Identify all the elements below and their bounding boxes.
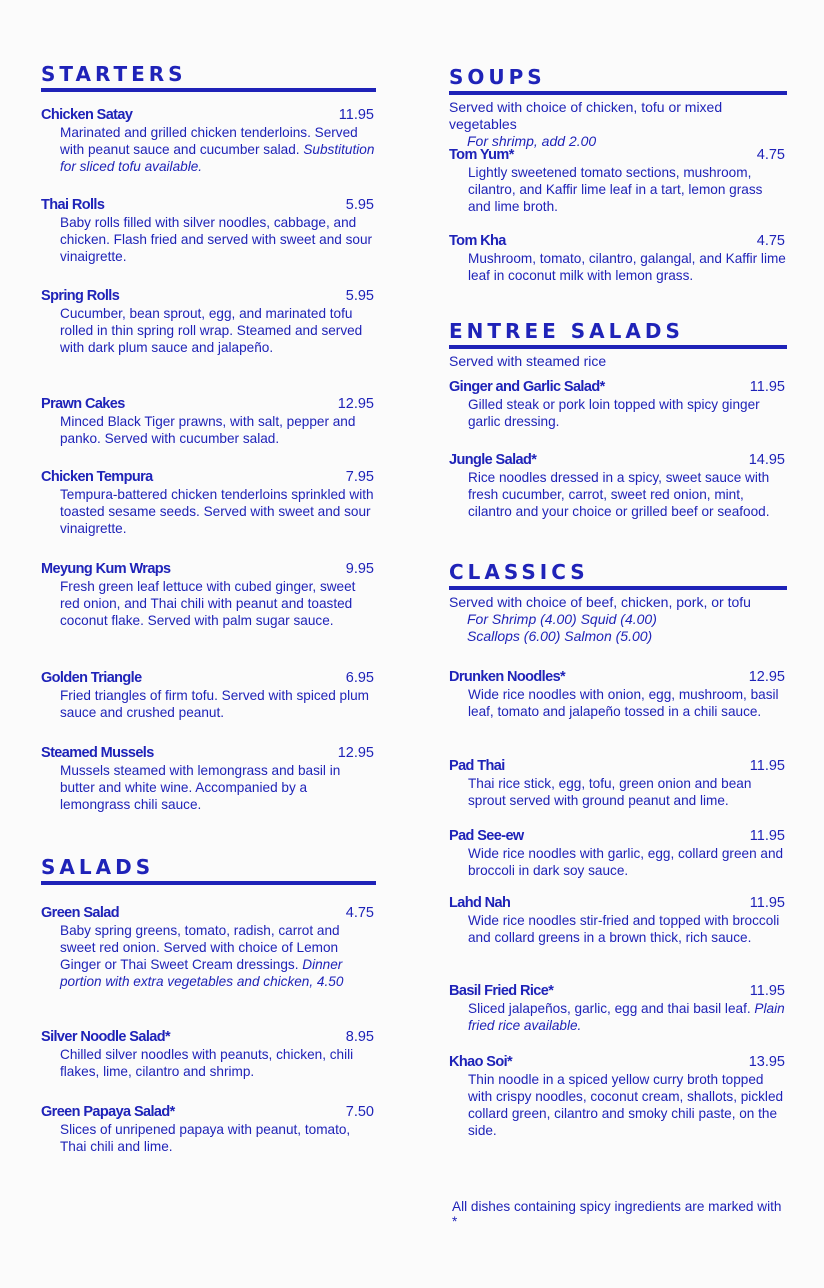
menu-item <box>41 670 376 721</box>
item-price: 11.95 <box>749 379 785 395</box>
salads-section <box>41 855 376 885</box>
item-description-text: Fried triangles of firm tofu. Served with spiced plum sauce and crushed peanut. <box>60 688 370 720</box>
item-name: Chicken Satay <box>41 107 133 123</box>
classics-note <box>449 594 787 645</box>
classics-note-text: Served with choice of beef, chicken, pork, or tofu <box>449 594 751 610</box>
item-name: Tom Yum* <box>449 147 514 163</box>
item-header <box>449 758 787 774</box>
item-description-text: Gilled steak or pork loin topped with spicy ginger garlic dressing. <box>468 397 760 429</box>
item-description <box>41 305 376 356</box>
item-header <box>449 379 787 395</box>
item-name: Spring Rolls <box>41 288 120 304</box>
item-description-text: Baby rolls filled with silver noodles, cabbage, and chicken. Flash fried and served with sweet and sour vinaigrette. <box>60 215 373 264</box>
item-description-text: Lightly sweetened tomato sections, mushroom, cilantro, and Kaffir lime leaf in a tart, lemon grass and lime broth. <box>468 165 763 214</box>
item-header <box>41 1104 376 1120</box>
item-description <box>449 775 787 809</box>
item-description <box>449 686 787 720</box>
item-price: 4.75 <box>756 147 785 163</box>
item-header <box>41 469 376 485</box>
item-description <box>41 762 376 813</box>
item-price: 5.95 <box>345 288 374 304</box>
item-description-text: Minced Black Tiger prawns, with salt, pepper and panko. Served with cucumber salad. <box>60 414 356 446</box>
item-header <box>41 1029 376 1045</box>
item-description-text: Mushroom, tomato, cilantro, galangal, and Kaffir lime leaf in coconut milk with lemon grass. <box>468 251 786 283</box>
menu-item <box>449 233 787 284</box>
item-header <box>449 669 787 685</box>
item-description <box>41 578 376 629</box>
item-description-text: Fresh green leaf lettuce with cubed ginger, sweet red onion, and Thai chili with peanut and toasted coconut flake. Served with palm sugar sauce. <box>60 579 356 628</box>
item-name: Thai Rolls <box>41 197 105 213</box>
entree-salads-section <box>449 319 787 370</box>
menu-item <box>41 288 376 356</box>
item-name: Khao Soi* <box>449 1054 513 1070</box>
item-price: 4.75 <box>756 233 785 249</box>
item-description-text: Chilled silver noodles with peanuts, chicken, chili flakes, lime, cilantro and shrimp. <box>60 1047 354 1079</box>
item-header <box>41 197 376 213</box>
item-name: Pad See-ew <box>449 828 524 844</box>
item-description-text: Thin noodle in a spiced yellow curry broth topped with crispy noodles, coconut cream, shallots, pickled collard green, cilantro and smoky chili paste, on the side. <box>468 1072 784 1138</box>
item-description-text: Slices of unripened papaya with peanut, tomato, Thai chili and lime. <box>60 1122 351 1154</box>
item-description <box>449 845 787 879</box>
item-description-text: Rice noodles dressed in a spicy, sweet sauce with fresh cucumber, carrot, sweet red onion, mint, cilantro and your choice or grilled beef or seafood. <box>468 470 770 519</box>
item-description <box>449 469 787 520</box>
item-header <box>41 288 376 304</box>
item-name: Drunken Noodles* <box>449 669 566 685</box>
section-rule <box>41 881 376 885</box>
item-description-text: Thai rice stick, egg, tofu, green onion and bean sprout served with ground peanut and lime. <box>468 776 752 808</box>
item-header <box>449 983 787 999</box>
menu-item <box>449 983 787 1034</box>
item-note: Substitution for sliced tofu available. <box>60 142 375 174</box>
item-price: 12.95 <box>337 396 374 412</box>
section-rule <box>449 345 787 349</box>
item-price: 13.95 <box>748 1054 785 1070</box>
item-description <box>449 1071 787 1139</box>
item-price: 12.95 <box>748 669 785 685</box>
entree-salads-note: Served with steamed rice <box>449 353 607 369</box>
item-name: Steamed Mussels <box>41 745 154 761</box>
item-price: 11.95 <box>749 983 785 999</box>
menu-item <box>41 745 376 813</box>
menu-item <box>449 147 787 215</box>
soups-note-text: Served with choice of chicken, tofu or mixed vegetables <box>449 99 723 132</box>
item-name: Golden Triangle <box>41 670 142 686</box>
item-header <box>41 107 376 123</box>
menu-item <box>41 197 376 265</box>
item-header <box>449 147 787 163</box>
item-description-text: Mussels steamed with lemongrass and basil in butter and white wine. Accompanied by a lemongrass chili sauce. <box>60 763 341 812</box>
item-price: 9.95 <box>345 561 374 577</box>
item-header <box>41 905 376 921</box>
item-description <box>41 1121 376 1155</box>
soups-note-shrimp: For shrimp, add 2.00 <box>467 133 597 149</box>
item-price: 11.95 <box>749 828 785 844</box>
item-price: 5.95 <box>345 197 374 213</box>
spicy-footnote: All dishes containing spicy ingredients are marked with * <box>452 1199 782 1229</box>
soups-note <box>449 99 787 150</box>
item-description <box>449 250 787 284</box>
menu-item <box>41 469 376 537</box>
menu-item <box>449 828 787 879</box>
item-description <box>41 1046 376 1080</box>
item-description-text: Wide rice noodles with garlic, egg, collard green and broccoli in dark soy sauce. <box>468 846 784 878</box>
item-price: 8.95 <box>345 1029 374 1045</box>
item-description-text: Wide rice noodles with onion, egg, mushroom, basil leaf, tomato and jalapeño tossed in a chili sauce. <box>468 687 779 719</box>
item-price: 4.75 <box>345 905 374 921</box>
item-description <box>449 1000 787 1034</box>
item-note: Plain fried rice available. <box>468 1001 785 1033</box>
item-description <box>41 214 376 265</box>
item-price: 11.95 <box>749 758 785 774</box>
item-header <box>41 745 376 761</box>
section-rule <box>449 91 787 95</box>
item-header <box>449 895 787 911</box>
menu-item <box>41 1029 376 1080</box>
item-price: 11.95 <box>749 895 785 911</box>
item-name: Prawn Cakes <box>41 396 125 412</box>
salads-title: SALADS <box>41 855 155 879</box>
soups-section <box>449 65 787 150</box>
menu-item <box>41 1104 376 1155</box>
item-price: 7.50 <box>345 1104 374 1120</box>
menu-item <box>41 107 376 175</box>
item-description <box>41 413 376 447</box>
item-header <box>449 452 787 468</box>
item-header <box>41 561 376 577</box>
section-rule <box>449 586 787 590</box>
item-name: Green Salad <box>41 905 120 921</box>
item-name: Jungle Salad* <box>449 452 537 468</box>
item-name: Basil Fried Rice* <box>449 983 554 999</box>
classics-note-extra-1: For Shrimp (4.00) Squid (4.00) <box>467 611 657 627</box>
starters-section <box>41 62 376 92</box>
item-description <box>41 124 376 175</box>
menu-item <box>449 895 787 946</box>
menu-item <box>449 452 787 520</box>
item-name: Ginger and Garlic Salad* <box>449 379 605 395</box>
item-description-text: Baby spring greens, tomato, radish, carrot and sweet red onion. Served with choice of Lemon Ginger or Thai Sweet Cream dressings. <box>60 923 340 972</box>
item-name: Meyung Kum Wraps <box>41 561 171 577</box>
item-price: 7.95 <box>345 469 374 485</box>
item-price: 14.95 <box>748 452 785 468</box>
item-description-text: Wide rice noodles stir-fried and topped with broccoli and collard greens in a brown thick, rich sauce. <box>468 913 780 945</box>
menu-item <box>41 396 376 447</box>
item-header <box>449 828 787 844</box>
item-name: Green Papaya Salad* <box>41 1104 175 1120</box>
classics-title: CLASSICS <box>449 560 589 584</box>
section-rule <box>41 88 376 92</box>
menu-item <box>449 379 787 430</box>
menu-item <box>41 561 376 629</box>
item-price: 11.95 <box>338 107 374 123</box>
item-description <box>449 164 787 215</box>
starters-title: STARTERS <box>41 62 187 86</box>
item-name: Pad Thai <box>449 758 505 774</box>
item-description <box>41 922 376 990</box>
item-name: Tom Kha <box>449 233 506 249</box>
item-description <box>41 486 376 537</box>
item-header <box>41 396 376 412</box>
item-header <box>449 233 787 249</box>
entree-salads-title: ENTREE SALADS <box>449 319 684 343</box>
item-description-text: Marinated and grilled chicken tenderloins. Served with peanut sauce and cucumber salad. <box>60 125 358 157</box>
item-description-text: Sliced jalapeños, garlic, egg and thai basil leaf. <box>468 1001 751 1016</box>
menu-item <box>449 758 787 809</box>
item-description <box>41 687 376 721</box>
classics-note-extra-2: Scallops (6.00) Salmon (5.00) <box>467 628 653 644</box>
item-description <box>449 396 787 430</box>
menu-item <box>449 1054 787 1139</box>
item-description-text: Tempura-battered chicken tenderloins sprinkled with toasted sesame seeds. Served with sweet and sour vinaigrette. <box>60 487 374 536</box>
item-note: Dinner portion with extra vegetables and chicken, 4.50 <box>60 957 344 989</box>
item-price: 12.95 <box>337 745 374 761</box>
item-name: Lahd Nah <box>449 895 511 911</box>
item-price: 6.95 <box>345 670 374 686</box>
item-description-text: Cucumber, bean sprout, egg, and marinated tofu rolled in thin spring roll wrap. Steamed and served with dark plum sauce and jalapeño. <box>60 306 363 355</box>
item-header <box>41 670 376 686</box>
item-description <box>449 912 787 946</box>
item-name: Silver Noodle Salad* <box>41 1029 171 1045</box>
classics-section <box>449 560 787 645</box>
menu-item <box>449 669 787 720</box>
menu-item <box>41 905 376 990</box>
item-header <box>449 1054 787 1070</box>
item-name: Chicken Tempura <box>41 469 153 485</box>
soups-title: SOUPS <box>449 65 546 89</box>
